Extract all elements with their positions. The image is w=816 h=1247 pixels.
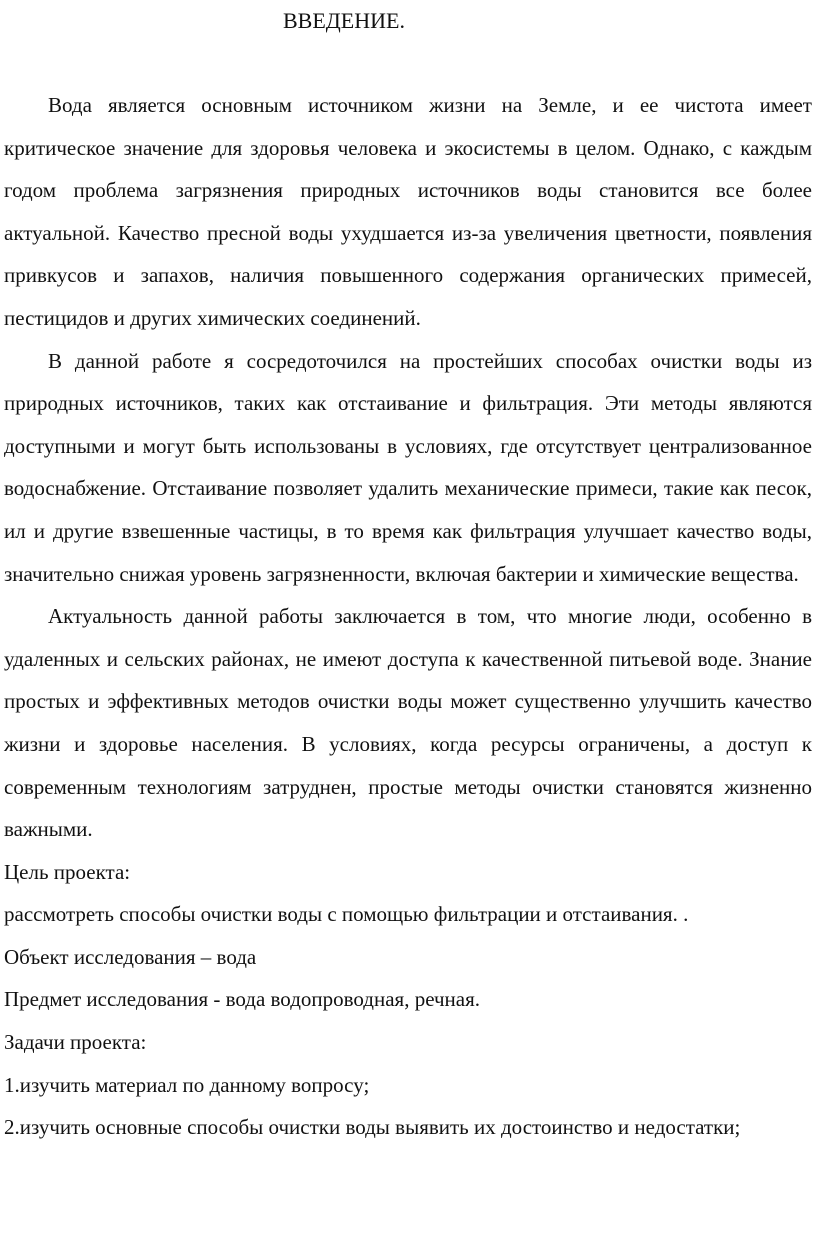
research-subject: Предмет исследования - вода водопроводная, речная. xyxy=(4,987,481,1012)
goal-text: рассмотреть способы очистки воды с помощью фильтрации и отстаивания. . xyxy=(4,902,689,927)
page-title: ВВЕДЕНИЕ. xyxy=(283,8,405,33)
paragraph-intro: Вода является основным источником жизни на Земле, и ее чистота имеет критическое значение для здоровья человека и экосистемы в целом. Однако, с каждым годом проблема загрязнения природных источников воды становится все более актуальной. Качество пресной воды ухудшается из-за увеличения цветности, появления привкусов и запахов, наличия повышенного содержания органических примесей, пестицидов и других химических соединений. xyxy=(4,93,812,330)
paragraph-methods: В данной работе я сосредоточился на простейших способах очистки воды из природных источников, таких как отстаивание и фильтрация. Эти методы являются доступными и могут быть использованы в условиях, где отсутствует централизованное водоснабжение. Отстаивание позволяет удалить механические примеси, такие как песок, ил и другие взвешенные частицы, в то время как фильтрация улучшает качество воды, значительно снижая уровень загрязненности, включая бактерии и химические вещества. xyxy=(4,348,812,586)
goal-label: Цель проекта: xyxy=(4,859,131,884)
research-object: Объект исследования – вода xyxy=(4,944,257,969)
task-item: 2.изучить основные способы очистки воды выявить их достоинство и недостатки; xyxy=(4,1115,741,1140)
task-item: 1.изучить материал по данному вопросу; xyxy=(4,1072,370,1097)
paragraph-relevance: Актуальность данной работы заключается в том, что многие люди, особенно в удаленных и сельских районах, не имеют доступа к качественной питьевой воде. Знание простых и эффективных методов очистки воды может существенно улучшить качество жизни и здоровье населения. В условиях, когда ресурсы ограничены, а доступ к современным технологиям затруднен, простые методы очистки становятся жизненно важными. xyxy=(4,604,812,842)
title-spacer xyxy=(4,36,812,84)
tasks-label: Задачи проекта: xyxy=(4,1030,147,1055)
